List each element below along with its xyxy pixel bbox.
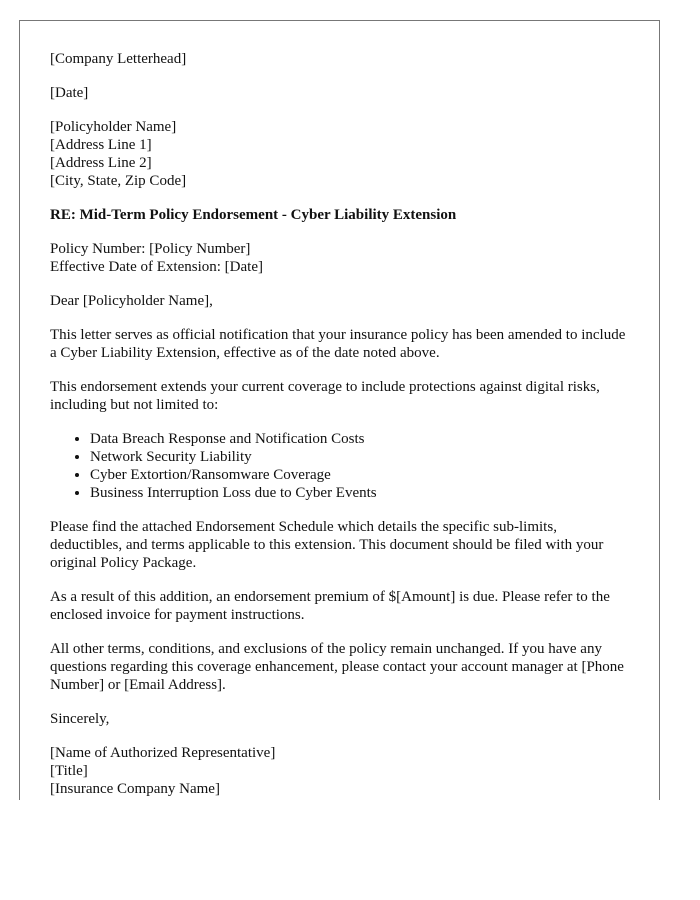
paragraph-terms: All other terms, conditions, and exclusions of the policy remain unchanged. If you have any questions regarding this coverage enhancement, please contact your account manager at [Phone Number] or [Email Address]. bbox=[50, 641, 624, 693]
address-line-2: [Address Line 2] bbox=[50, 155, 152, 171]
paragraph-notification: This letter serves as official notification that your insurance policy has been amended to include a Cyber Liability Extension, effective as of the date noted above. bbox=[50, 327, 626, 361]
recipient-name: [Policyholder Name] bbox=[50, 119, 177, 135]
city-state-zip: [City, State, Zip Code] bbox=[50, 173, 187, 189]
subject-line: RE: Mid-Term Policy Endorsement - Cyber Liability Extension bbox=[50, 207, 457, 223]
letter-content bbox=[50, 50, 630, 798]
company-letterhead: [Company Letterhead] bbox=[50, 51, 187, 67]
list-item: • Network Security Liability bbox=[90, 448, 630, 466]
list-item: • Cyber Extortion/Ransomware Coverage bbox=[90, 466, 630, 484]
address-line-1: [Address Line 1] bbox=[50, 137, 152, 153]
salutation: Dear [Policyholder Name], bbox=[50, 293, 213, 309]
paragraph-coverage-intro: This endorsement extends your current coverage to include protections against digital risks, including but not limited to: bbox=[50, 379, 600, 413]
representative-name: [Name of Authorized Representative] bbox=[50, 745, 276, 761]
closing: Sincerely, bbox=[50, 711, 110, 727]
paragraph-premium: As a result of this addition, an endorsement premium of $[Amount] is due. Please refer to the enclosed invoice for payment instructions. bbox=[50, 589, 610, 623]
effective-date: Effective Date of Extension: [Date] bbox=[50, 259, 263, 275]
policy-number: Policy Number: [Policy Number] bbox=[50, 241, 251, 257]
paragraph-schedule: Please find the attached Endorsement Schedule which details the specific sub-limits, deductibles, and terms applicable to this extension. This document should be filed with your original Policy Package. bbox=[50, 519, 604, 571]
recipient-address bbox=[50, 118, 630, 190]
signature-block bbox=[50, 744, 630, 798]
insurance-company-name: [Insurance Company Name] bbox=[50, 781, 220, 797]
letter-page bbox=[19, 20, 660, 800]
letter-date: [Date] bbox=[50, 85, 89, 101]
coverage-list bbox=[50, 430, 630, 502]
representative-title: [Title] bbox=[50, 763, 88, 779]
list-item: • Data Breach Response and Notification Costs bbox=[90, 430, 630, 448]
policy-details bbox=[50, 240, 630, 276]
list-item: • Business Interruption Loss due to Cyber Events bbox=[90, 484, 630, 502]
